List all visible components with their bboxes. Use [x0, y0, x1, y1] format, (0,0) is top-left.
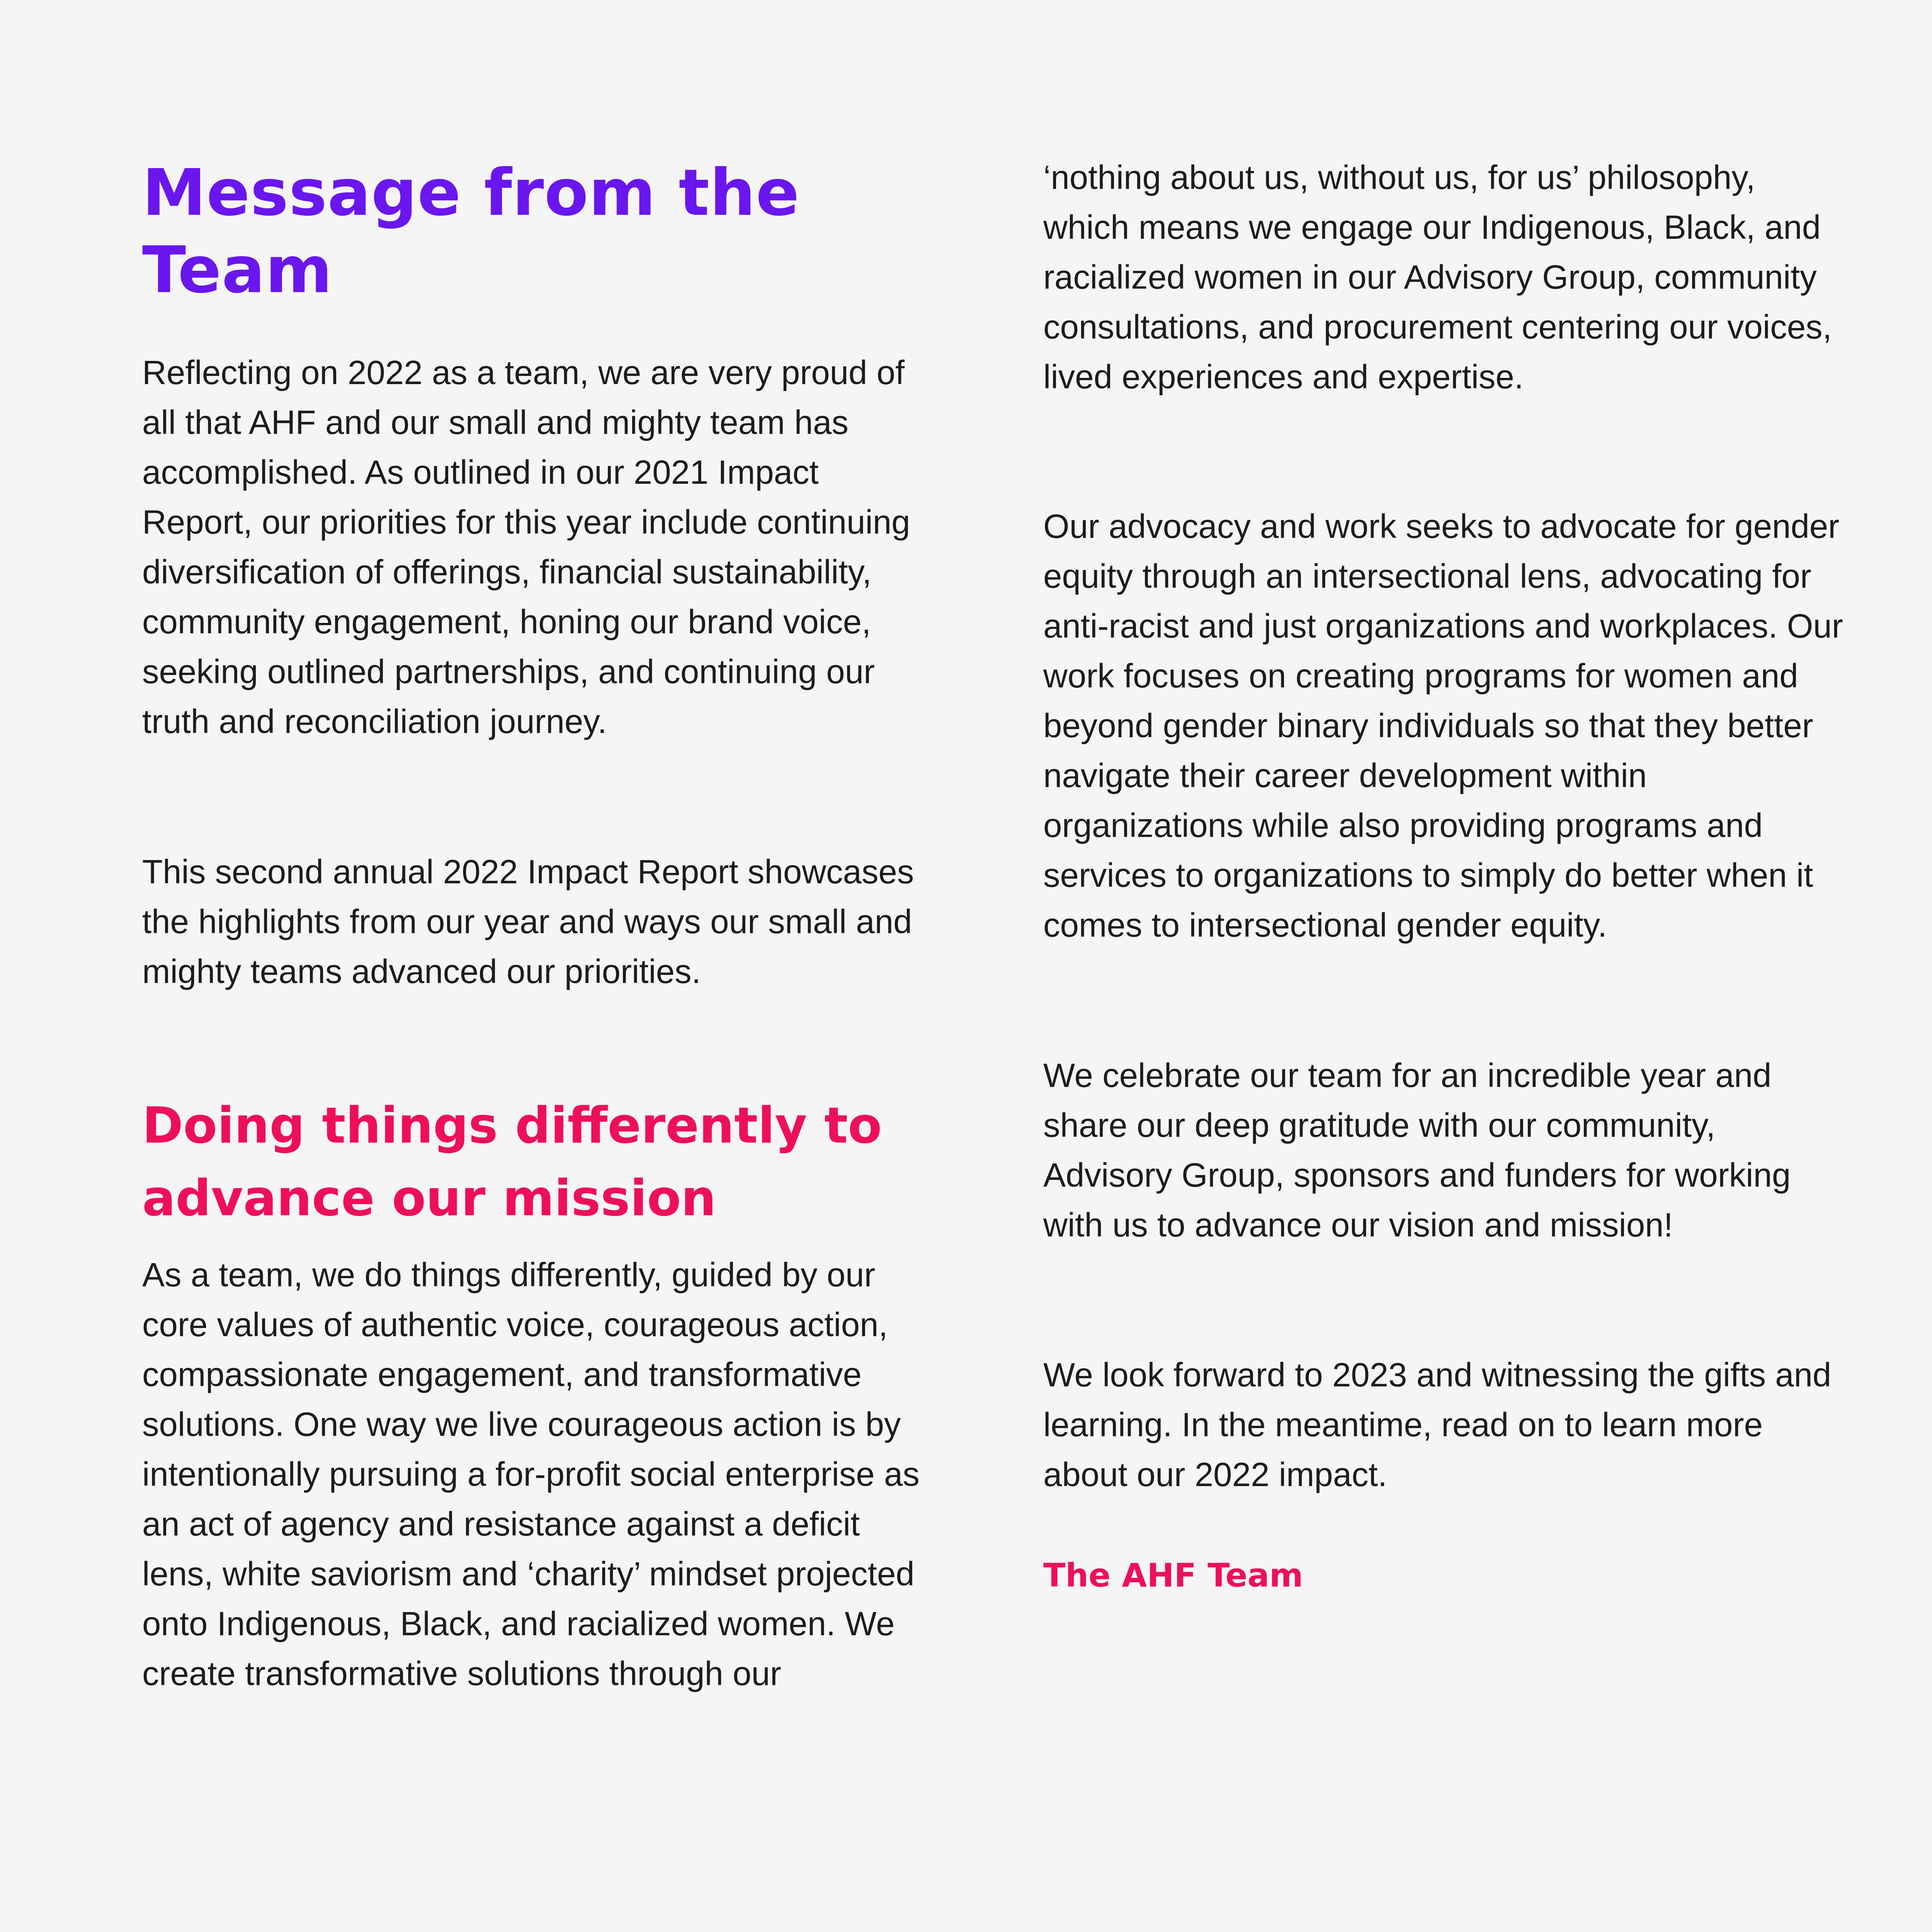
section-heading: Doing things differently to advance our mission — [142, 1097, 882, 1227]
celebration-paragraph: We celebrate our team for an incredible year and share our deep gratitude with our community, Advisory Group, sponsors and funders for working with us to advance our vision and mission! — [1043, 1057, 1791, 1244]
page-title: Message from the Team — [142, 156, 800, 308]
values-paragraph: As a team, we do things differently, guided by our core values of authentic voice, courageous action, compassionate engagement, and transformative solutions. One way we live courageous action is by intentionally pursuing a for-profit social enterprise as an act of agency and resistance against a deficit lens, white saviorism and ‘charity’ mindset projected onto Indigenous, Black, and racialized women. We create transformative solutions through our — [142, 1256, 920, 1692]
signature: The AHF Team — [1043, 1556, 1303, 1594]
intro-paragraph: Reflecting on 2022 as a team, we are very proud of all that AHF and our small and mighty team has accomplished. As outlined in our 2021 Impact Report, our priorities for this year include continuing diversification of offerings, financial sustainability, community engagement, honing our brand voice, seeking outlined partnerships, and continuing our truth and reconciliation journey. — [142, 354, 910, 740]
philosophy-paragraph: ‘nothing about us, without us, for us’ philosophy, which means we engage our Indigenous, Black, and racialized women in our Advisory Group, community consultations, and procurement centering our voices, lived experiences and expertise. — [1043, 159, 1832, 396]
report-paragraph: This second annual 2022 Impact Report showcases the highlights from our year and ways our small and mighty teams advanced our priorities. — [142, 853, 914, 990]
outlook-paragraph: We look forward to 2023 and witnessing the gifts and learning. In the meantime, read on to learn more about our 2022 impact. — [1043, 1356, 1832, 1493]
advocacy-paragraph: Our advocacy and work seeks to advocate for gender equity through an intersectional lens, advocating for anti-racist and just organizations and workplaces. Our work focuses on creating programs for women and beyond gender binary individuals so that they better navigate their career development within organizations while also providing programs and services to organizations to simply do better when it comes to intersectional gender equity. — [1043, 508, 1843, 944]
